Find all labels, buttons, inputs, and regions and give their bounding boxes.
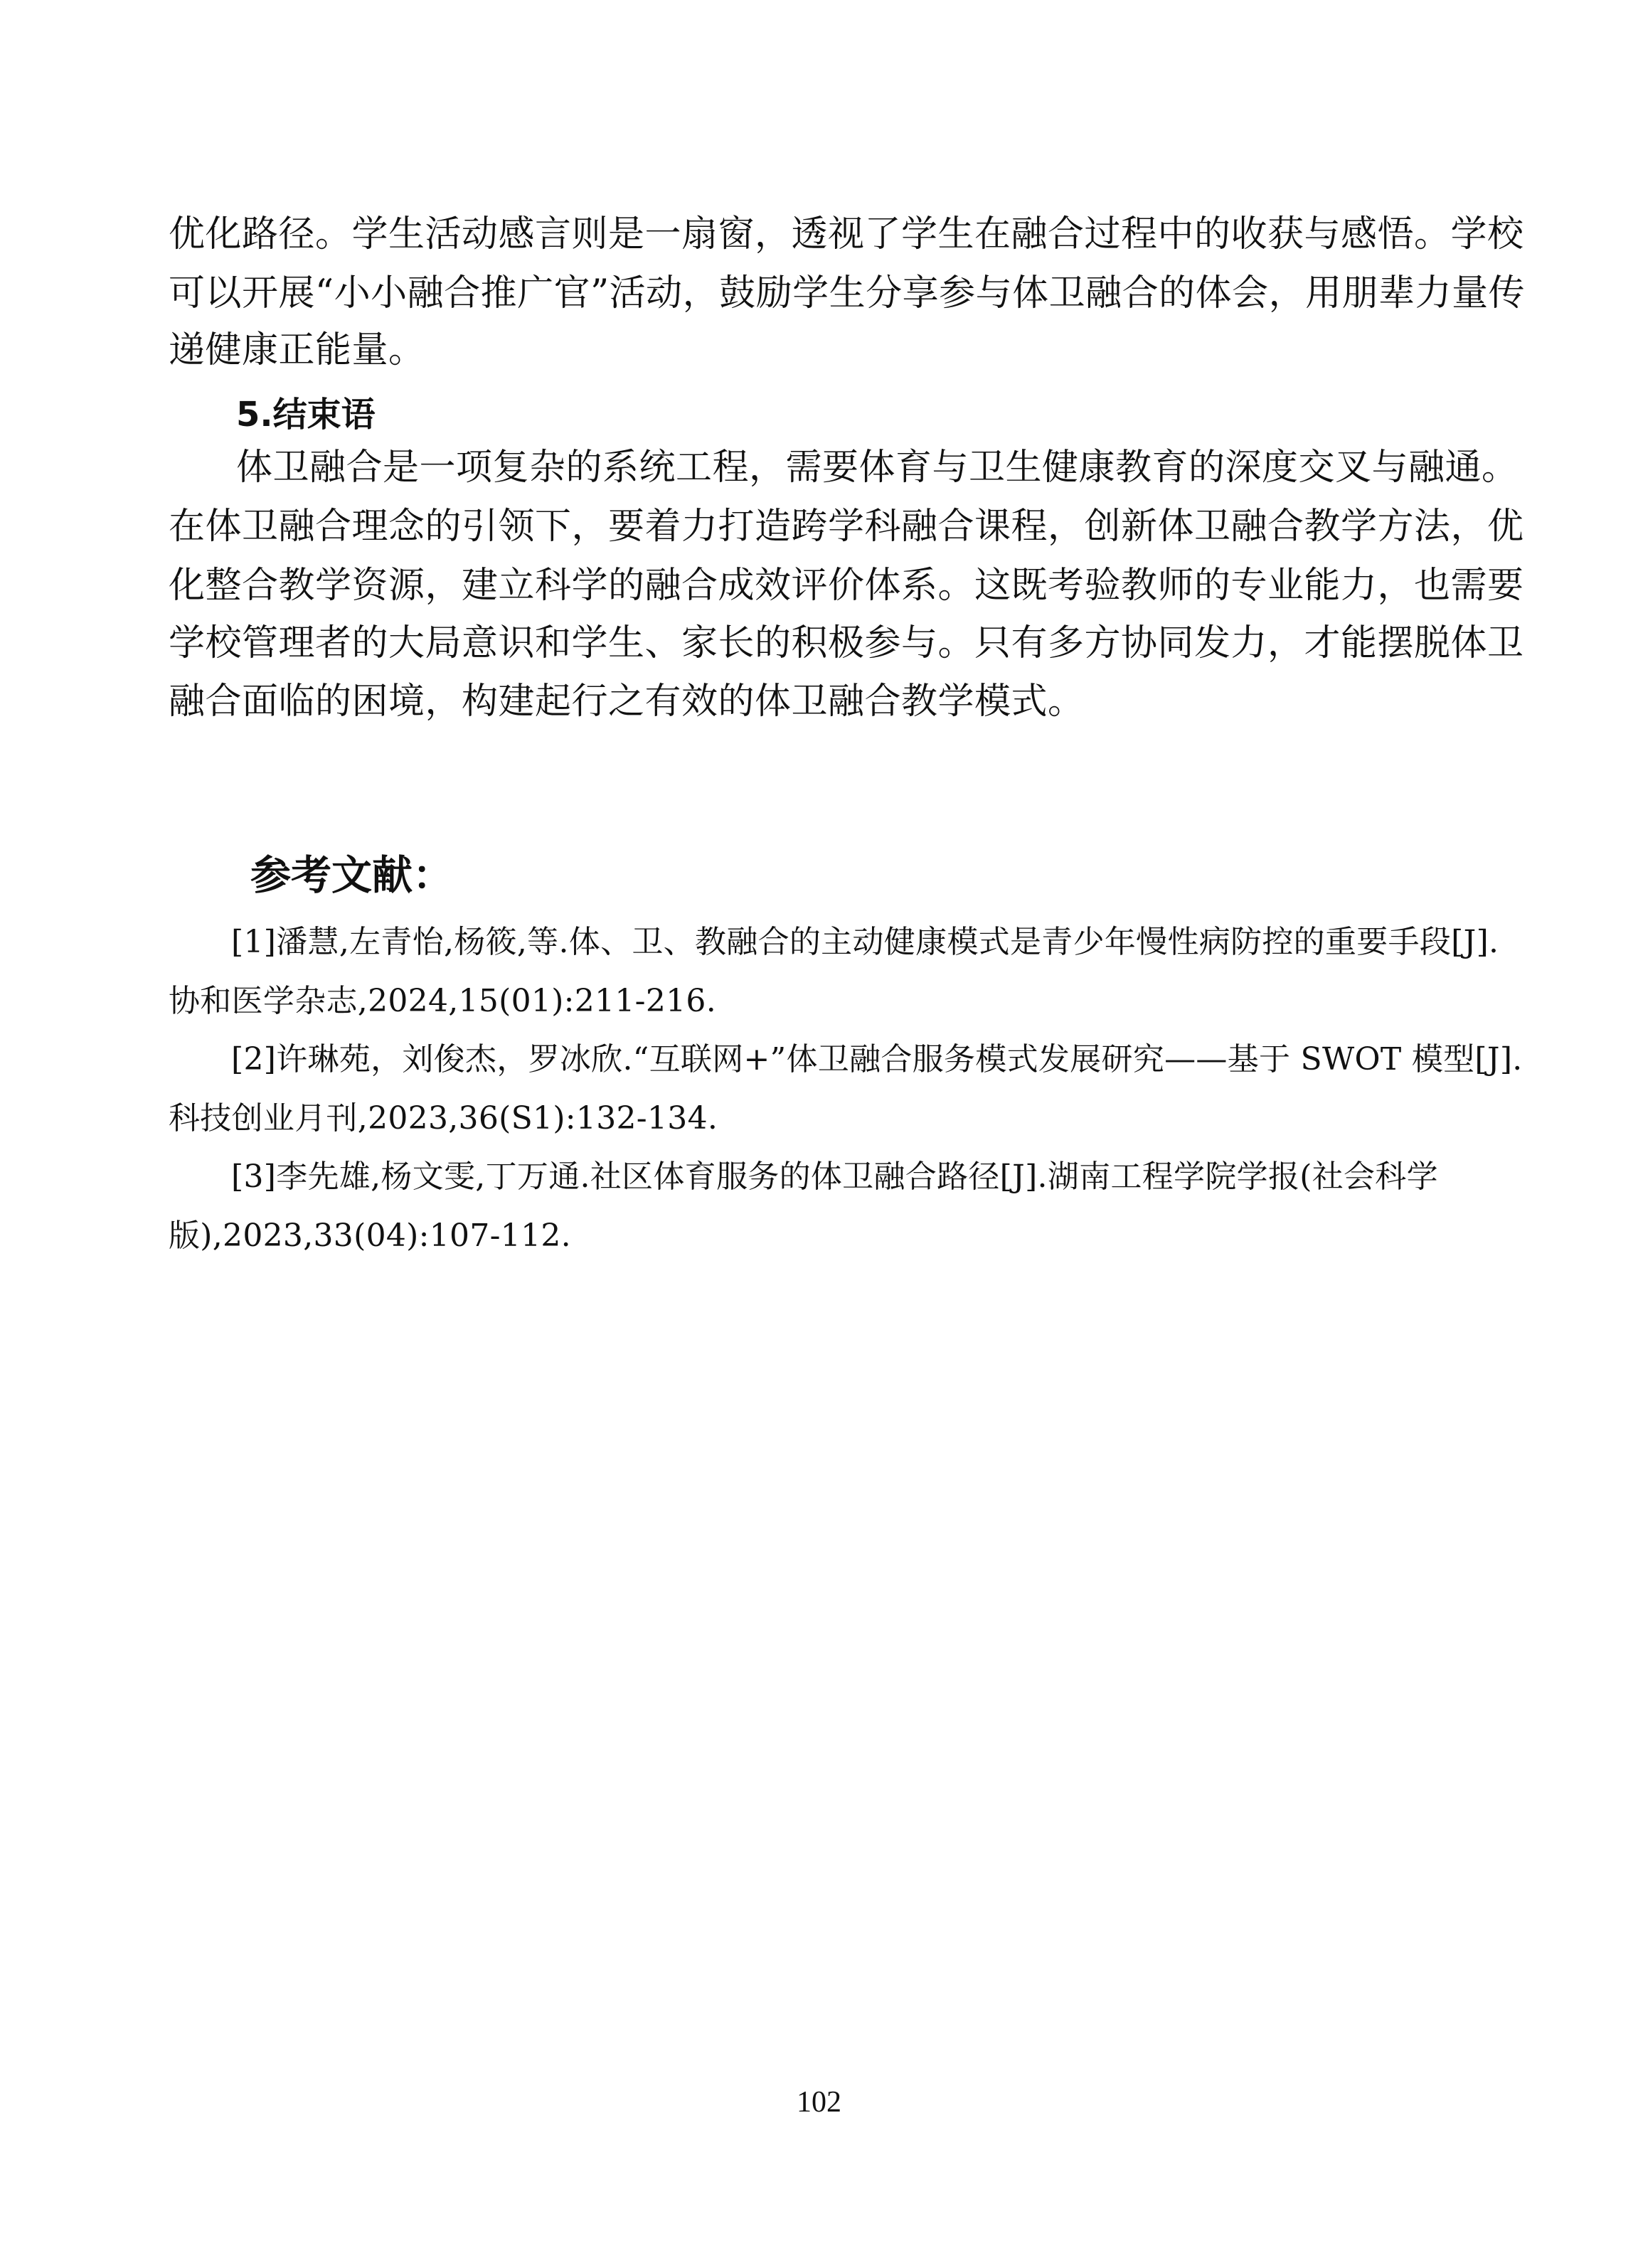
intro-line-1: 优化路径。学生活动感言则是一扇窗，透视了学生在融合过程中的收获与感悟。学校 (169, 213, 1524, 255)
intro-line-3: 递健康正能量。 (169, 329, 425, 371)
section-paragraph-line-2: 在体卫融合理念的引领下，要着力打造跨学科融合课程，创新体卫融合教学方法，优 (169, 506, 1524, 548)
intro-line-2: 可以开展“小小融合推广官”活动，鼓励学生分享参与体卫融合的体会，用朋辈力量传 (169, 272, 1526, 314)
section-paragraph-line-1: 体卫融合是一项复杂的系统工程，需要体育与卫生健康教育的深度交叉与融通。 (236, 447, 1519, 489)
reference-2-line-1: [2]许琳苑，刘俊杰，罗冰欣.“互联网+”体卫融合服务模式发展研究——基于 SWOT 模型[J]. (231, 1041, 1523, 1077)
reference-2-line-2: 科技创业月刊,2023,36(S1):132-134. (169, 1100, 718, 1136)
reference-3-line-2: 版),2023,33(04):107-112. (169, 1218, 571, 1254)
reference-3-line-1: [3]李先雄,杨文雯,丁万通.社区体育服务的体卫融合路径[J].湖南工程学院学报(社会科学 (231, 1159, 1438, 1195)
section-paragraph-line-4: 学校管理者的大局意识和学生、家长的积极参与。只有多方协同发力，才能摆脱体卫 (169, 622, 1524, 664)
section-paragraph-line-5: 融合面临的困境，构建起行之有效的体卫融合教学模式。 (169, 681, 1085, 723)
page-number: 102 (797, 2086, 841, 2119)
reference-1-line-2: 协和医学杂志,2024,15(01):211-216. (169, 983, 716, 1019)
reference-1-line-1: [1]潘慧,左青怡,杨筱,等.体、卫、教融合的主动健康模式是青少年慢性病防控的重要手段[J]. (231, 924, 1499, 960)
section-paragraph-line-3: 化整合教学资源，建立科学的融合成效评价体系。这既考验教师的专业能力，也需要 (169, 565, 1524, 607)
references-title: 参考文献： (250, 852, 453, 899)
section-heading: 5.结束语 (236, 395, 376, 435)
